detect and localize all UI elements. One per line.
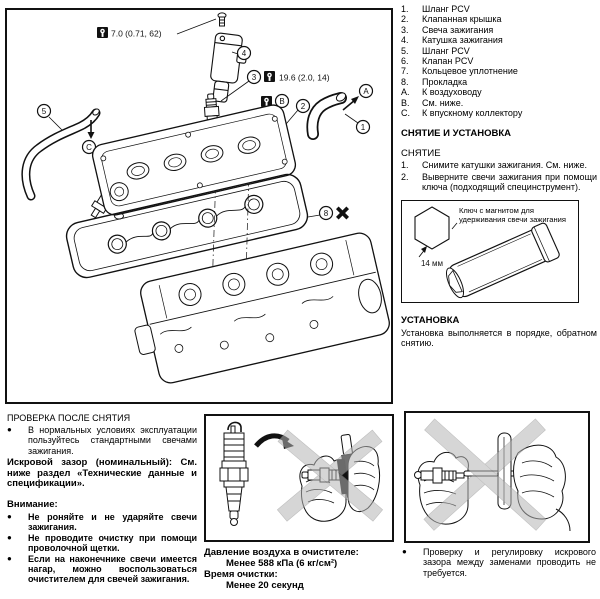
subheading-removal: СНЯТИЕ (401, 148, 441, 160)
section-title-installation: УСТАНОВКА (401, 314, 460, 326)
valve-cover-drawing (90, 103, 297, 217)
coil-bolt-drawing (218, 13, 226, 26)
spark-plug-upright (220, 422, 248, 525)
legend-item: 2. Клапанная крышка (401, 14, 502, 25)
legend-item: 4. Катушка зажигания (401, 35, 503, 46)
legend-item: A. К воздуховоду (401, 87, 482, 98)
bullet-icon: ● (7, 512, 12, 521)
exploded-diagram (7, 10, 391, 402)
callout-b: B (279, 97, 285, 106)
removal-step: 2. Выверните свечи зажигания при помощи ключа (подходящий специнструмент). (401, 171, 597, 193)
gap-adjust-warning-drawing (406, 413, 584, 537)
callout-c: C (86, 143, 92, 152)
callout-a: A (363, 87, 369, 96)
removal-step: 1. Снимите катушки зажигания. См. ниже. (401, 160, 587, 171)
svg-text:5: 5 (41, 107, 47, 116)
legend-item: C. К впускному коллектору (401, 108, 523, 119)
svg-text:8: 8 (323, 209, 329, 218)
bullet-icon: ● (402, 547, 407, 556)
bullet-icon: ● (7, 532, 12, 542)
cleaner-spec-value: Менее 588 кПа (6 кг/см²) (226, 558, 338, 569)
socket-body (442, 222, 561, 299)
cleaner-spec-line: Время очистки: (204, 569, 278, 580)
spark-gap-note: Искровой зазор (номинальный): См. ниже раздел «Технические данные и спецификации». (7, 457, 197, 490)
legend-item: 5. Шланг PCV (401, 45, 470, 56)
svg-text:2: 2 (300, 102, 306, 111)
legend-item: B. См. ниже. (401, 97, 464, 108)
warning-bullet: ● Не проводите очистку при помощи проволочной щетки. (7, 532, 197, 554)
torque-value-spark-plug: 19.6 (2.0, 14) (279, 72, 330, 83)
parts-legend (401, 4, 597, 118)
warning-bullet: ● Не роняйте и не ударяйте свечи зажигания. (7, 512, 197, 533)
cleaning-warning-figure (204, 414, 394, 542)
installation-body: Установка выполняется в порядке, обратном снятию. (401, 327, 597, 349)
gap-note-text: Проверку и регулировку искрового зазора между заменами проводить не требуется. (423, 547, 596, 578)
section-title-removal-install: СНЯТИЕ И УСТАНОВКА (401, 128, 511, 140)
legend-item: 6. Клапан PCV (401, 56, 474, 67)
torque-value-coil-bolt: 7.0 (0.71, 62) (111, 28, 162, 39)
torque-label-coil-bolt (97, 19, 216, 39)
check-bullet: ● В нормальных условиях эксплуатации пользуйтесь стандартными свечами зажигания. (7, 425, 197, 456)
non-reusable-icon (336, 207, 349, 220)
warning-bullet: ● Если на наконечнике свечи имеется нагар, можно воспользоваться очистителем для свечей зажигания. (7, 553, 197, 585)
legend-item: 8. Прокладка (401, 76, 468, 87)
bullet-icon: ● (7, 553, 12, 563)
gap-note (402, 547, 596, 578)
pcv-elbow-hose-drawing (312, 91, 347, 134)
ignition-coil-drawing (208, 33, 249, 105)
attention-heading: Внимание: (7, 499, 58, 510)
cylinder-head-drawing (125, 231, 391, 389)
legend-item: 7. Кольцевое уплотнение (401, 66, 518, 77)
svg-text:1: 1 (360, 123, 366, 132)
section-title-check: ПРОВЕРКА ПОСЛЕ СНЯТИЯ (7, 413, 131, 423)
gap-adjust-warning-figure (404, 411, 590, 543)
socket-tool-figure (401, 200, 579, 303)
callout-8 (308, 207, 349, 220)
callout-5 (38, 105, 63, 131)
hex-shape (415, 207, 449, 249)
cleaner-spec-line: Давление воздуха в очистителе: (204, 547, 359, 558)
bullet-icon: ● (7, 425, 12, 434)
legend-item: 1. Шланг PCV (401, 4, 470, 14)
exploded-diagram-box (5, 8, 393, 404)
callout-1 (345, 114, 370, 134)
arrow-to-a (343, 85, 373, 111)
right-column (401, 4, 597, 349)
cleaner-specs (204, 547, 398, 591)
cleaning-warning-drawing (206, 416, 388, 536)
legend-item: 3. Свеча зажигания (401, 24, 494, 35)
hex-size-label: 14 мм (420, 258, 444, 268)
svg-text:4: 4 (241, 49, 247, 58)
socket-tool-caption: Ключ с магнитом для удерживания свечи зажигания (459, 205, 566, 224)
post-removal-check-section (7, 413, 197, 585)
callout-3: 3 (251, 73, 257, 82)
cleaner-spec-value: Менее 20 секунд (226, 580, 304, 591)
